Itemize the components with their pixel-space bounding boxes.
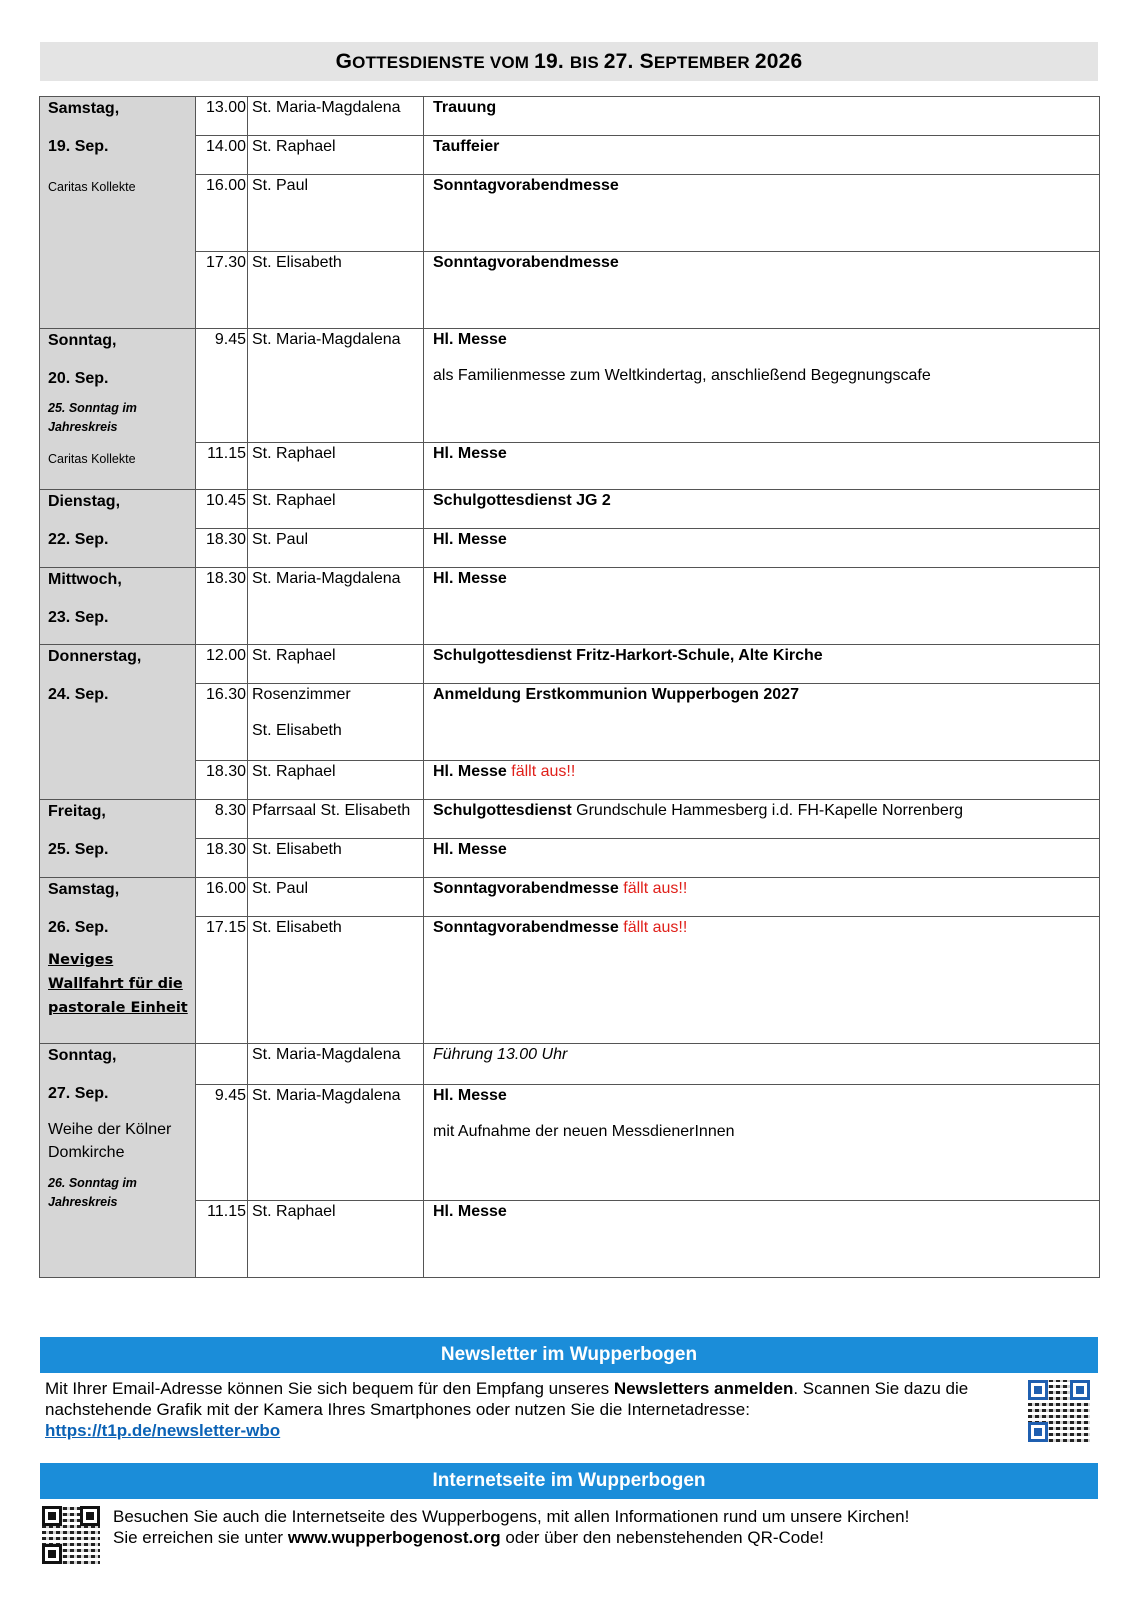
- table-row: [40, 1044, 1100, 1085]
- table-row: [40, 175, 1100, 252]
- qr-finder: [42, 1544, 62, 1564]
- event-title: Tauffeier: [433, 138, 500, 155]
- event-title: Schulgottesdienst Fritz-Harkort-Schule, Alte Kirche: [433, 647, 823, 664]
- day-note: Weihe der Kölner Domkirche: [48, 1121, 172, 1161]
- day-date: 27. Sep.: [48, 1085, 109, 1102]
- event-cell: [424, 252, 1100, 329]
- day-cell: [40, 800, 196, 878]
- event-cell: [424, 529, 1100, 568]
- time-cell: 18.30: [196, 568, 248, 645]
- day-date: 25. Sep.: [48, 841, 109, 858]
- day-name: Dienstag,: [48, 493, 121, 510]
- table-row: [40, 490, 1100, 529]
- table-row: [40, 645, 1100, 684]
- place-cell: Pfarrsaal St. Elisabeth: [248, 800, 424, 839]
- day-name: Mittwoch,: [48, 571, 122, 588]
- place-cell: St. Maria-Magdalena: [248, 97, 424, 136]
- event-title: Führung 13.00 Uhr: [433, 1046, 568, 1063]
- table-row: [40, 97, 1100, 136]
- event-cell: [424, 136, 1100, 175]
- qr-finder: [80, 1506, 100, 1526]
- event-cell: [424, 443, 1100, 490]
- place-cell: St. Paul: [248, 878, 424, 917]
- qr-finder: [1028, 1422, 1048, 1442]
- place-cell: St. Elisabeth: [248, 252, 424, 329]
- newsletter-text: [45, 1378, 1020, 1441]
- event-title: Hl. Messe: [433, 570, 507, 587]
- time-cell: 11.15: [196, 443, 248, 490]
- place-cell: St. Raphael: [248, 645, 424, 684]
- title-part: BIS: [569, 52, 604, 72]
- day-cell: [40, 329, 196, 490]
- place-line: St. Elisabeth: [252, 722, 342, 739]
- event-detail: Grundschule Hammesberg i.d. FH-Kapelle Norrenberg: [576, 802, 963, 819]
- day-date: 22. Sep.: [48, 531, 109, 548]
- event-title: Sonntagvorabendmesse: [433, 254, 619, 271]
- event-title: Schulgottesdienst JG 2: [433, 492, 611, 509]
- time-cell: 17.30: [196, 252, 248, 329]
- place-cell: St. Paul: [248, 529, 424, 568]
- place-cell: St. Maria-Magdalena: [248, 568, 424, 645]
- newsletter-bold: Newsletters anmelden: [613, 1379, 794, 1398]
- day-name: Sonntag,: [48, 1047, 117, 1064]
- table-row: [40, 684, 1100, 761]
- day-note: Caritas Kollekte: [48, 180, 136, 194]
- website-line: Sie erreichen sie unter: [113, 1528, 288, 1547]
- table-row: [40, 1201, 1100, 1278]
- qr-finder: [1028, 1380, 1048, 1400]
- place-cell: St. Raphael: [248, 136, 424, 175]
- website-line: Besuchen Sie auch die Internetseite des Wupperbogens, mit allen Informationen rund um unsere Kirchen!: [113, 1507, 910, 1526]
- day-name: Sonntag,: [48, 332, 117, 349]
- event-detail: mit Aufnahme der neuen MessdienerInnen: [433, 1123, 735, 1140]
- event-detail: als Familienmesse zum Weltkindertag, anschließend Begegnungscafe: [433, 367, 931, 384]
- table-row: [40, 443, 1100, 490]
- table-row: [40, 136, 1100, 175]
- event-cell: [424, 1201, 1100, 1278]
- event-cell: [424, 490, 1100, 529]
- day-note: 26. Sonntag im Jahreskreis: [48, 1176, 137, 1209]
- cancel-status: fällt aus!!: [623, 919, 688, 936]
- newsletter-text-part: . Scannen Sie dazu die nachstehende Grafik mit der Kamera Ihres Smartphones oder nutzen Sie die Internetadresse:: [45, 1379, 969, 1419]
- time-cell: 13.00: [196, 97, 248, 136]
- event-title: Schulgottesdienst: [433, 802, 572, 819]
- day-date: 24. Sep.: [48, 686, 109, 703]
- event-cell: [424, 1044, 1100, 1085]
- qr-code-icon: [42, 1506, 100, 1564]
- event-cell: [424, 329, 1100, 443]
- time-cell: 18.30: [196, 839, 248, 878]
- title-part: 19.: [534, 49, 570, 73]
- time-cell: 16.30: [196, 684, 248, 761]
- day-name: Samstag,: [48, 881, 120, 898]
- day-name: Samstag,: [48, 100, 120, 117]
- time-cell: 8.30: [196, 800, 248, 839]
- day-cell: [40, 490, 196, 568]
- place-cell: St. Raphael: [248, 1201, 424, 1278]
- place-cell: St. Raphael: [248, 490, 424, 529]
- place-cell: St. Elisabeth: [248, 917, 424, 1044]
- event-cell: [424, 878, 1100, 917]
- day-cell: [40, 878, 196, 1044]
- event-cell: [424, 684, 1100, 761]
- title-part: OTTESDIENSTE VOM: [352, 52, 535, 72]
- place-cell: St. Raphael: [248, 761, 424, 800]
- time-cell: 14.00: [196, 136, 248, 175]
- time-cell: 10.45: [196, 490, 248, 529]
- place-cell: St. Paul: [248, 175, 424, 252]
- page-title: [336, 50, 803, 74]
- day-note: Caritas Kollekte: [48, 452, 136, 466]
- time-cell: 11.15: [196, 1201, 248, 1278]
- pilgrimage-link[interactable]: Neviges Wallfahrt für die pastorale Einheit: [48, 952, 188, 1016]
- website-text: [113, 1506, 1093, 1548]
- event-cell: [424, 1085, 1100, 1201]
- day-date: 19. Sep.: [48, 138, 109, 155]
- day-cell: [40, 1044, 196, 1278]
- day-cell: [40, 97, 196, 329]
- event-title: Hl. Messe: [433, 1203, 507, 1220]
- time-cell: [196, 1044, 248, 1085]
- event-cell: [424, 800, 1100, 839]
- time-cell: 18.30: [196, 529, 248, 568]
- place-cell: St. Maria-Magdalena: [248, 1044, 424, 1085]
- newsletter-heading: Newsletter im Wupperbogen: [40, 1337, 1098, 1373]
- schedule-table: [39, 96, 1100, 1278]
- time-cell: 9.45: [196, 1085, 248, 1201]
- newsletter-text-part: Mit Ihrer Email-Adresse können Sie sich bequem für den Empfang unseres: [45, 1379, 614, 1398]
- event-title: Anmeldung Erstkommunion Wupperbogen 2027: [433, 686, 799, 703]
- title-part: G: [335, 49, 353, 73]
- time-cell: 16.00: [196, 878, 248, 917]
- table-row: [40, 568, 1100, 645]
- time-cell: 12.00: [196, 645, 248, 684]
- website-url-link[interactable]: www.wupperbogenost.org: [287, 1528, 501, 1547]
- cancel-status: fällt aus!!: [511, 763, 576, 780]
- event-title: Hl. Messe: [433, 331, 507, 348]
- time-cell: 9.45: [196, 329, 248, 443]
- title-part: 27. S: [603, 49, 654, 73]
- day-cell: [40, 645, 196, 800]
- event-cell: [424, 175, 1100, 252]
- event-cell: [424, 645, 1100, 684]
- place-cell: St. Elisabeth: [248, 839, 424, 878]
- day-cell: [40, 568, 196, 645]
- day-date: 20. Sep.: [48, 370, 109, 387]
- table-row: [40, 839, 1100, 878]
- table-row: [40, 917, 1100, 1044]
- event-cell: [424, 839, 1100, 878]
- qr-code-icon: [1028, 1380, 1090, 1442]
- event-title: Hl. Messe: [433, 1087, 507, 1104]
- day-name: Donnerstag,: [48, 648, 142, 665]
- title-bar: [40, 42, 1098, 81]
- place-cell: St. Maria-Magdalena: [248, 1085, 424, 1201]
- table-row: [40, 800, 1100, 839]
- day-date: 26. Sep.: [48, 919, 109, 936]
- time-cell: 17.15: [196, 917, 248, 1044]
- place-cell: St. Raphael: [248, 443, 424, 490]
- day-name: Freitag,: [48, 803, 106, 820]
- event-title: Sonntagvorabendmesse: [433, 177, 619, 194]
- table-row: [40, 761, 1100, 800]
- table-row: [40, 329, 1100, 443]
- table-row: [40, 878, 1100, 917]
- event-cell: [424, 97, 1100, 136]
- event-cell: [424, 568, 1100, 645]
- newsletter-link[interactable]: https://t1p.de/newsletter-wbo: [45, 1421, 281, 1440]
- time-cell: 18.30: [196, 761, 248, 800]
- website-line: oder über den nebenstehenden QR-Code!: [500, 1528, 824, 1547]
- event-title: Trauung: [433, 99, 497, 116]
- event-title: Hl. Messe: [433, 531, 507, 548]
- day-note: 25. Sonntag im Jahreskreis: [48, 401, 137, 434]
- event-title: Hl. Messe: [433, 841, 507, 858]
- event-title: Sonntagvorabendmesse: [433, 880, 619, 897]
- place-cell: [248, 684, 424, 761]
- cancel-status: fällt aus!!: [623, 880, 688, 897]
- title-part: EPTEMBER: [653, 52, 755, 72]
- event-title: Hl. Messe: [433, 445, 507, 462]
- place-line: Rosenzimmer: [252, 686, 351, 703]
- event-title: Hl. Messe: [433, 763, 507, 780]
- table-row: [40, 529, 1100, 568]
- title-part: 2026: [754, 49, 803, 73]
- qr-finder: [1070, 1380, 1090, 1400]
- qr-finder: [42, 1506, 62, 1526]
- website-heading: Internetseite im Wupperbogen: [40, 1463, 1098, 1499]
- event-cell: [424, 761, 1100, 800]
- event-cell: [424, 917, 1100, 1044]
- day-date: 23. Sep.: [48, 609, 109, 626]
- table-row: [40, 1085, 1100, 1201]
- event-title: Sonntagvorabendmesse: [433, 919, 619, 936]
- place-cell: St. Maria-Magdalena: [248, 329, 424, 443]
- table-row: [40, 252, 1100, 329]
- time-cell: 16.00: [196, 175, 248, 252]
